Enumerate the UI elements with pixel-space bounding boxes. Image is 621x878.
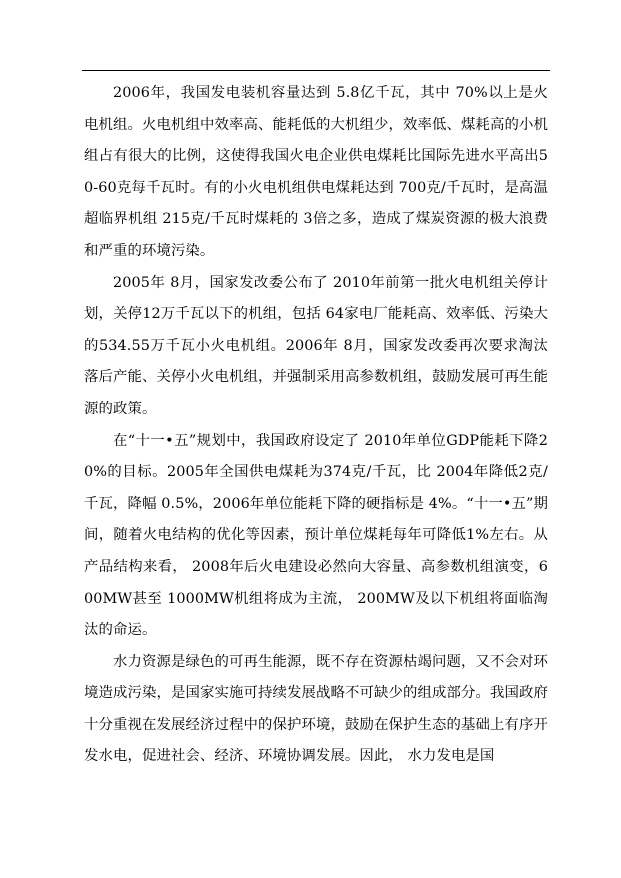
paragraph-1: 2006年，我国发电装机容量达到 5.8亿千瓦，其中 70%以上是火电机组。火电机组中效率高、能耗低的大机组少，效率低、煤耗高的小机组占有很大的比例，这使得我国火电企业供电煤耗比国际先进水平高出50-60克每千瓦时。有的小火电机组供电煤耗达到 700克/千瓦时，是高温超临界机组 215克/千瓦时煤耗的 3倍之多，造成了煤炭资源的极大浪费和严重的环境污染。 bbox=[84, 85, 548, 259]
header-rule bbox=[82, 70, 550, 71]
paragraph-3: 在“十一•五”规划中，我国政府设定了 2010年单位GDP能耗下降20%的目标。2005年全国供电煤耗为374克/千瓦，比 2004年降低2克/千瓦，降幅 0.5%，2006年单位能耗下降的硬指标是 4%。“十一•五”期间，随着火电结构的优化等因素，预计单位煤耗每年可降低1%左右。从产品结构来看， 2008年后火电建设必然向大容量、高参数机组演变，600MW甚至 1000MW机组将成为主流， 200MW及以下机组将面临淘汰的命运。 bbox=[84, 432, 548, 639]
paragraph-4: 水力资源是绿色的可再生能源，既不存在资源枯竭问题，又不会对环境造成污染，是国家实施可持续发展战略不可缺少的组成部分。我国政府十分重视在发展经济过程中的保护环境，鼓励在保护生态的基础上有序开发水电，促进社会、经济、环境协调发展。因此， 水力发电是国 bbox=[84, 653, 548, 765]
body-text bbox=[84, 78, 548, 773]
paragraph-2: 2005年 8月，国家发改委公布了 2010年前第一批火电机组关停计划，关停12万千瓦以下的机组，包括 64家电厂能耗高、效率低、污染大的534.55万千瓦小火电机组。2006年 8月，国家发改委再次要求淘汰落后产能、关停小火电机组，并强制采用高参数机组，鼓励发展可再生能源的政策。 bbox=[84, 274, 548, 417]
